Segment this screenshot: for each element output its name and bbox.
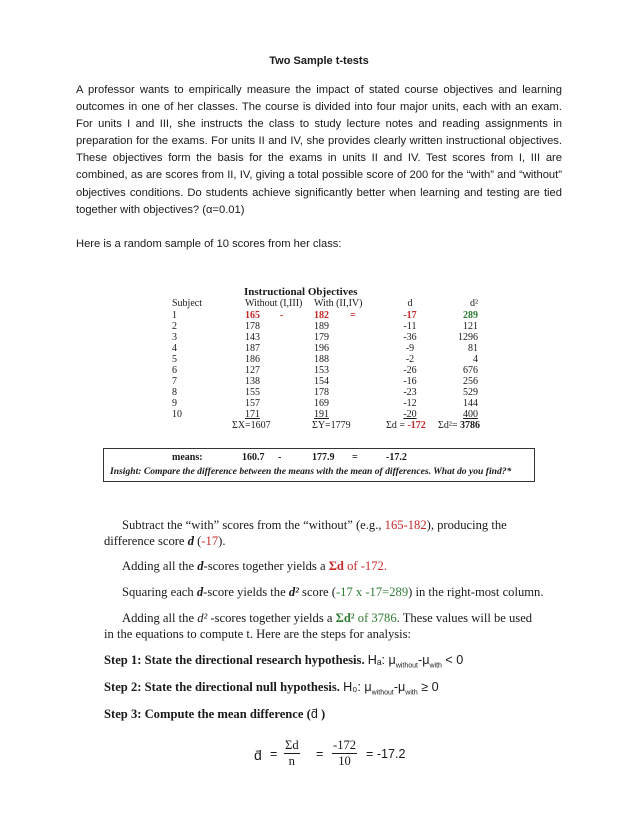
cell-subject: 10 — [172, 409, 182, 420]
minus-sign: - — [280, 310, 284, 321]
sum-y: ΣY=1779 — [312, 420, 351, 431]
cell-with: 178 — [314, 387, 329, 398]
cell-without: 187 — [245, 343, 260, 354]
header-without: Without (I,III) — [245, 298, 303, 309]
problem-paragraph: A professor wants to empirically measure the impact of stated course objectives and learning outcomes in one of her classes. The course is divided into four major units, each with an exam. For units I and III, she instructs the class to study lecture notes and reading assignments in preparation for the exams. For units II and IV, she provides clearly written instructional objectives. These objectives form the basis for the exams in units II and IV. Test scores from I, III are combined, as are scores from II, IV, giving a total possible score of 200 for the “with” and “without” objectives conditions. Do students achieve significantly better when learning and testing are tied together with objectives? (α=0.01) — [76, 84, 562, 216]
header-d2: d² — [470, 298, 478, 309]
cell-d: -26 — [403, 365, 417, 376]
text-run: Hₐ: μ — [367, 653, 396, 667]
cell-subject: 1 — [172, 310, 177, 321]
step-1 — [104, 652, 463, 675]
text-run: -17 x -17=289 — [335, 585, 409, 599]
table-row — [172, 321, 492, 332]
text-run: 165-182 — [384, 518, 427, 532]
text-run: Squaring each — [122, 585, 197, 599]
fraction-sum-d-over-n — [284, 738, 300, 769]
step-adding-d2-line2: in the equations to compute t. Here are the steps for analysis: — [104, 627, 412, 641]
fraction-numerator: Σd — [285, 738, 299, 752]
text-run: without — [371, 689, 394, 697]
cell-subject: 8 — [172, 387, 177, 398]
cell-d: -17 — [403, 310, 417, 321]
sum-d-value: -172 — [407, 420, 426, 431]
sum-d2-label: Σd²= — [438, 420, 458, 431]
cell-d: -36 — [403, 332, 417, 343]
cell-with: 154 — [314, 376, 329, 387]
text-run: -scores together yields a — [203, 559, 329, 573]
text-run: Subtract the “with” scores from the “without” (e.g., — [122, 518, 385, 532]
text-run: with — [429, 662, 442, 670]
insight-text: Insight: Compare the difference between the means with the mean of differences. What do you find?* — [110, 466, 512, 477]
cell-with: 191 — [314, 409, 329, 420]
cell-without: 127 — [245, 365, 260, 376]
text-run: . These values will be used — [396, 611, 533, 625]
cell-with: 196 — [314, 343, 329, 354]
sums-row — [172, 420, 492, 432]
text-run: -μ — [393, 680, 406, 694]
means-label: means: — [172, 452, 203, 463]
text-run: ) — [317, 707, 326, 721]
d-bar-symbol: d̄ — [310, 707, 318, 721]
text-run: ) in the right-most column. — [408, 585, 544, 599]
table-row — [172, 409, 492, 420]
text-run: Adding all the — [122, 611, 198, 625]
cell-without: 171 — [245, 409, 260, 420]
step-2 — [104, 679, 439, 702]
cell-d: -12 — [403, 398, 417, 409]
cell-d2: 81 — [468, 343, 478, 354]
cell-subject: 6 — [172, 365, 177, 376]
header-d: d — [407, 298, 413, 309]
fraction-denominator: 10 — [338, 754, 351, 768]
cell-d: -9 — [405, 343, 415, 354]
text-run: ( — [193, 534, 202, 548]
cell-d2: 4 — [473, 354, 478, 365]
table-row — [172, 387, 492, 398]
table-header-row — [172, 298, 492, 309]
cell-d2: 144 — [463, 398, 478, 409]
cell-with: 182 — [314, 310, 329, 321]
cell-with: 189 — [314, 321, 329, 332]
mean-with: 177.9 — [312, 452, 335, 463]
table-group-header: Instructional Objectives — [244, 286, 358, 298]
cell-subject: 9 — [172, 398, 177, 409]
cell-d2: 400 — [463, 409, 478, 420]
step-squaring — [122, 584, 544, 600]
cell-d2: 1296 — [458, 332, 478, 343]
means-box — [103, 448, 535, 482]
cell-d2: 256 — [463, 376, 478, 387]
step-2-hypothesis — [343, 680, 439, 697]
step-1-hypothesis — [367, 653, 464, 670]
formula-lhs: d̄ — [254, 747, 262, 763]
mean-difference: -17.2 — [386, 452, 407, 463]
text-run: of -172. — [343, 559, 387, 573]
cell-d2: 676 — [463, 365, 478, 376]
means-row — [104, 452, 534, 464]
cell-with: 188 — [314, 354, 329, 365]
sample-intro: Here is a random sample of 10 scores from her class: — [76, 238, 342, 250]
formula-eq1: = — [270, 747, 278, 761]
fraction-denominator: n — [288, 754, 295, 768]
step-adding-d — [122, 558, 387, 574]
text-run: with — [405, 689, 418, 697]
cell-subject: 3 — [172, 332, 177, 343]
cell-d: -23 — [403, 387, 417, 398]
fraction-values — [332, 738, 357, 769]
text-run: ), producing the — [426, 518, 507, 532]
cell-subject: 4 — [172, 343, 177, 354]
text-run: of 3786 — [354, 611, 397, 625]
step-3 — [104, 706, 325, 722]
equals-sign: = — [350, 310, 356, 321]
table-row — [172, 310, 492, 321]
means-equals: = — [352, 452, 358, 463]
cell-subject: 7 — [172, 376, 177, 387]
cell-without: 165 — [245, 310, 260, 321]
cell-without: 157 — [245, 398, 260, 409]
means-minus: - — [278, 452, 282, 463]
text-run: -μ — [418, 653, 430, 667]
mean-difference-formula — [254, 737, 434, 777]
cell-without: 178 — [245, 321, 260, 332]
text-run: without — [395, 662, 418, 670]
text-run: ). — [218, 534, 226, 548]
text-run: score ( — [298, 585, 336, 599]
cell-d2: 121 — [463, 321, 478, 332]
sum-d — [386, 420, 426, 432]
text-run: Σd² — [335, 611, 355, 625]
sum-d-label: Σd = — [386, 420, 405, 431]
formula-eq2: = — [316, 747, 324, 761]
text-run: < 0 — [441, 653, 464, 667]
mean-without: 160.7 — [242, 452, 265, 463]
text-run: -score yields the — [203, 585, 289, 599]
text-run: d — [196, 585, 204, 599]
text-run: Adding all the — [122, 559, 198, 573]
cell-with: 179 — [314, 332, 329, 343]
formula-result: = -17.2 — [366, 747, 406, 761]
text-run: difference score — [104, 534, 188, 548]
table-row — [172, 376, 492, 387]
cell-without: 143 — [245, 332, 260, 343]
text-run: d² — [197, 611, 208, 625]
step-3-label: Step 3: Compute the mean difference ( — [104, 707, 311, 721]
cell-d: -11 — [403, 321, 417, 332]
text-run: d — [187, 534, 194, 548]
page-title: Two Sample t-tests — [269, 55, 369, 67]
step-subtract-line1 — [122, 517, 507, 533]
cell-d2: 529 — [463, 387, 478, 398]
text-run: H₀: μ — [343, 680, 372, 694]
cell-with: 169 — [314, 398, 329, 409]
table-row — [172, 354, 492, 365]
cell-d: -20 — [403, 409, 417, 420]
fraction-numerator: -172 — [333, 738, 357, 752]
cell-without: 155 — [245, 387, 260, 398]
text-run: ≥ 0 — [417, 680, 439, 694]
text-run: d² — [288, 585, 299, 599]
cell-with: 153 — [314, 365, 329, 376]
text-run: Σd — [328, 559, 344, 573]
step-adding-d2-line1 — [122, 610, 532, 626]
sum-x: ΣX=1607 — [232, 420, 271, 431]
cell-subject: 2 — [172, 321, 177, 332]
text-run: d — [197, 559, 204, 573]
step-2-label: Step 2: State the directional null hypothesis. — [104, 680, 340, 694]
cell-d: -16 — [403, 376, 417, 387]
table-row — [172, 332, 492, 343]
cell-subject: 5 — [172, 354, 177, 365]
table-row — [172, 398, 492, 409]
table-row — [172, 365, 492, 376]
text-run: -scores together yields a — [207, 611, 336, 625]
step-subtract-line2 — [104, 533, 225, 549]
cell-without: 186 — [245, 354, 260, 365]
cell-without: 138 — [245, 376, 260, 387]
text-run: -17 — [201, 534, 219, 548]
cell-d: -2 — [405, 354, 415, 365]
sum-d2 — [438, 420, 480, 432]
sum-d2-value: 3786 — [459, 420, 480, 431]
header-subject: Subject — [172, 298, 202, 309]
header-with: With (II,IV) — [314, 298, 363, 309]
table-row — [172, 343, 492, 354]
cell-d2: 289 — [463, 310, 478, 321]
step-1-label: Step 1: State the directional research hypothesis. — [104, 653, 365, 667]
